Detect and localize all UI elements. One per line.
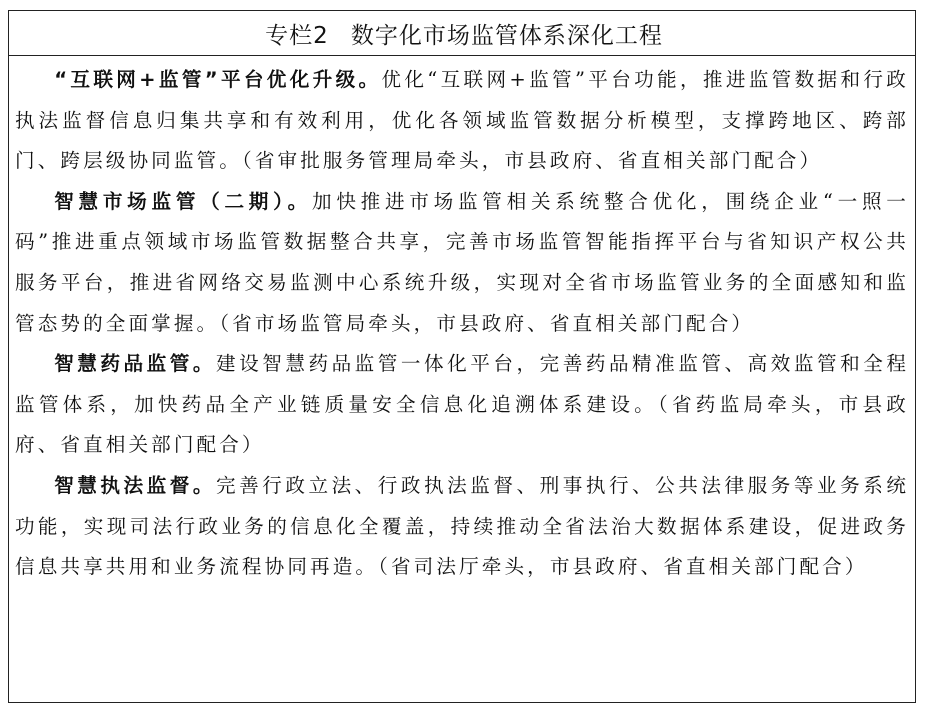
paragraph-lead: 智慧市场监管（二期）。 [54,189,312,213]
column-number: 专栏2 [265,22,329,49]
paragraph-smart-market-supervision [15,182,909,344]
paragraph-smart-law-enforcement [15,466,909,588]
paragraph-internet-supervision [15,60,909,182]
column-title: 数字化市场监管体系深化工程 [350,22,663,49]
column-box [8,10,916,703]
paragraph-body: 完善行政立法、行政执法监督、刑事执行、公共法律服务等业务系统功能，实现司法行政业务的信息化全覆盖，持续推动全省法治大数据体系建设，促进政务信息共享共用和业务流程协同再造。（省司法厅牵头，市县政府、省直相关部门配合） [15,473,910,579]
paragraph-body: 优化“互联网+监管”平台功能，推进监管数据和行政执法监督信息归集共享和有效利用，优化各领域监管数据分析模型，支撑跨地区、跨部门、跨层级协同监管。（省审批服务管理局牵头，市县政府、省直相关部门配合） [15,68,909,173]
paragraph-lead: 智慧执法监督。 [54,473,216,497]
paragraph-smart-drug-supervision [15,344,909,466]
paragraph-body: 建设智慧药品监管一体化平台，完善药品精准监管、高效监管和全程监管体系，加快药品全产业链质量安全信息化追溯体系建设。（省药监局牵头，市县政府、省直相关部门配合） [15,352,910,457]
paragraph-lead: “互联网+监管”平台优化升级。 [54,68,382,91]
paragraph-lead: 智慧药品监管。 [54,352,216,376]
paragraph-body: 加快推进市场监管相关系统整合优化，围绕企业“一照一码”推进重点领域市场监管数据整合共享，完善市场监管智能指挥平台与省知识产权公共服务平台，推进省网络交易监测中心系统升级，实现对全省市场监管业务的全面感知和监管态势的全面掌握。（省市场监管局牵头，市县政府、省直相关部门配合） [15,189,909,335]
column-header [9,11,915,56]
column-content [9,56,915,588]
